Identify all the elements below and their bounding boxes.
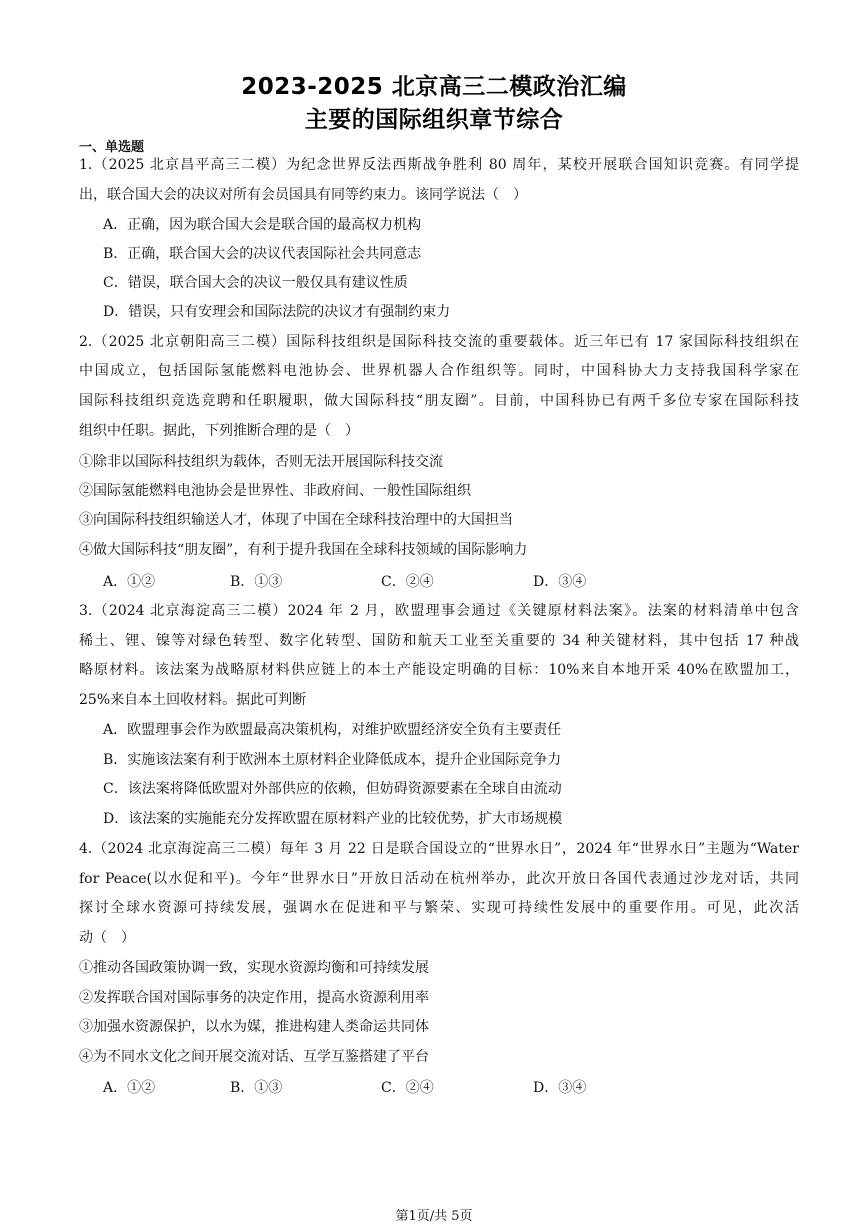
choice-c: C．②④ [381,574,434,590]
choice-d: D．③④ [533,574,587,590]
section-heading: 一、单选题 [79,140,145,155]
question-3-option-a: A．欧盟理事会作为欧盟最高决策机构，对维护欧盟经济安全负有主要责任 [103,722,562,738]
question-2-stem-line: 国际科技组织竞选竞聘和任职履职，做大国际科技“朋友圈”。目前，中国科协已有两千多位专家在国际科技 [79,393,799,409]
question-2-statement: ④做大国际科技“朋友圈”，有利于提升我国在全球科技领域的国际影响力 [79,542,528,558]
question-4-stem-line: 探讨全球水资源可持续发展，强调水在促进和平与繁荣、实现可持续性发展中的重要作用。可见，此次活 [79,900,799,916]
question-2-stem-line: 组织中任职。据此，下列推断合理的是（ ） [79,423,359,439]
question-2-stem-line: 中国成立，包括国际氢能燃料电池协会、世界机器人合作组织等。同时，中国科协大力支持我国科学家在 [79,363,799,379]
question-4-statement: ③加强水资源保护，以水为媒，推进构建人类命运共同体 [79,1019,429,1035]
question-2-statement: ③向国际科技组织输送人才，体现了中国在全球科技治理中的大国担当 [79,512,513,528]
question-4-stem-line: for Peace(以水促和平)。今年“世界水日”开放日活动在杭州举办，此次开放日各国代表通过沙龙对话，共同 [79,871,799,887]
choice-a: A．①② [103,1080,156,1096]
question-4-stem-line: 动（ ） [79,930,135,946]
question-4-statement: ④为不同水文化之间开展交流对话、互学互鉴搭建了平台 [79,1049,429,1065]
question-1-option-c: C．错误，联合国大会的决议一般仅具有建议性质 [103,275,408,291]
choice-b: B．①③ [230,574,283,590]
question-4-statement: ①推动各国政策协调一致，实现水资源均衡和可持续发展 [79,960,429,976]
question-2-stem-line: 2.（2025 北京朝阳高三二模）国际科技组织是国际科技交流的重要载体。近三年已有 17 家国际科技组织在 [79,334,799,350]
question-2-statement: ②国际氢能燃料电池协会是世界性、非政府间、一般性国际组织 [79,483,471,499]
question-3-stem-line: 3.（2024 北京海淀高三二模）2024 年 2 月，欧盟理事会通过《关键原材料法案》。法案的材料清单中包含 [79,603,799,619]
page-number: 第1页/共 5页 [395,1209,473,1224]
question-3-stem-line: 稀土、锂、镍等对绿色转型、数字化转型、国防和航天工业至关重要的 34 种关键材料，其中包括 17 种战 [79,633,799,649]
question-3-stem-line: 25%来自本土回收材料。据此可判断 [79,692,307,708]
question-1-stem-line: 1.（2025 北京昌平高三二模）为纪念世界反法西斯战争胜利 80 周年，某校开展联合国知识竞赛。有同学提 [79,157,799,173]
question-3-stem-line: 略原材料。该法案为战略原材料供应链上的本土产能设定明确的目标：10%来自本地开采 40%在欧盟加工， [79,662,799,678]
question-1-option-d: D．错误，只有安理会和国际法院的决议才有强制约束力 [103,304,451,320]
question-3-option-c: C．该法案将降低欧盟对外部供应的依赖，但妨碍资源要素在全球自由流动 [103,781,562,797]
document-subtitle: 主要的国际组织章节综合 [304,107,564,133]
choice-c: C．②④ [381,1080,434,1096]
question-4-stem-line: 4.（2024 北京海淀高三二模）每年 3 月 22 日是联合国设立的“世界水日”，2024 年“世界水日”主题为“Water [79,841,799,857]
question-3-option-d: D．该法案的实施能充分发挥欧盟在原材料产业的比较优势，扩大市场规模 [103,811,563,827]
choice-b: B．①③ [230,1080,283,1096]
document-title: 2023-2025 北京高三二模政治汇编 [241,74,627,100]
question-1-option-b: B．正确，联合国大会的决议代表国际社会共同意志 [103,246,422,262]
question-3-option-b: B．实施该法案有利于欧洲本土原材料企业降低成本，提升企业国际竞争力 [103,752,562,768]
question-1-option-a: A．正确，因为联合国大会是联合国的最高权力机构 [103,217,422,233]
choice-a: A．①② [103,574,156,590]
question-1-stem-line: 出，联合国大会的决议对所有会员国具有同等约束力。该同学说法（ ） [79,187,527,203]
choice-d: D．③④ [533,1080,587,1096]
question-2-statement: ①除非以国际科技组织为载体，否则无法开展国际科技交流 [79,454,443,470]
question-4-statement: ②发挥联合国对国际事务的决定作用，提高水资源利用率 [79,990,429,1006]
